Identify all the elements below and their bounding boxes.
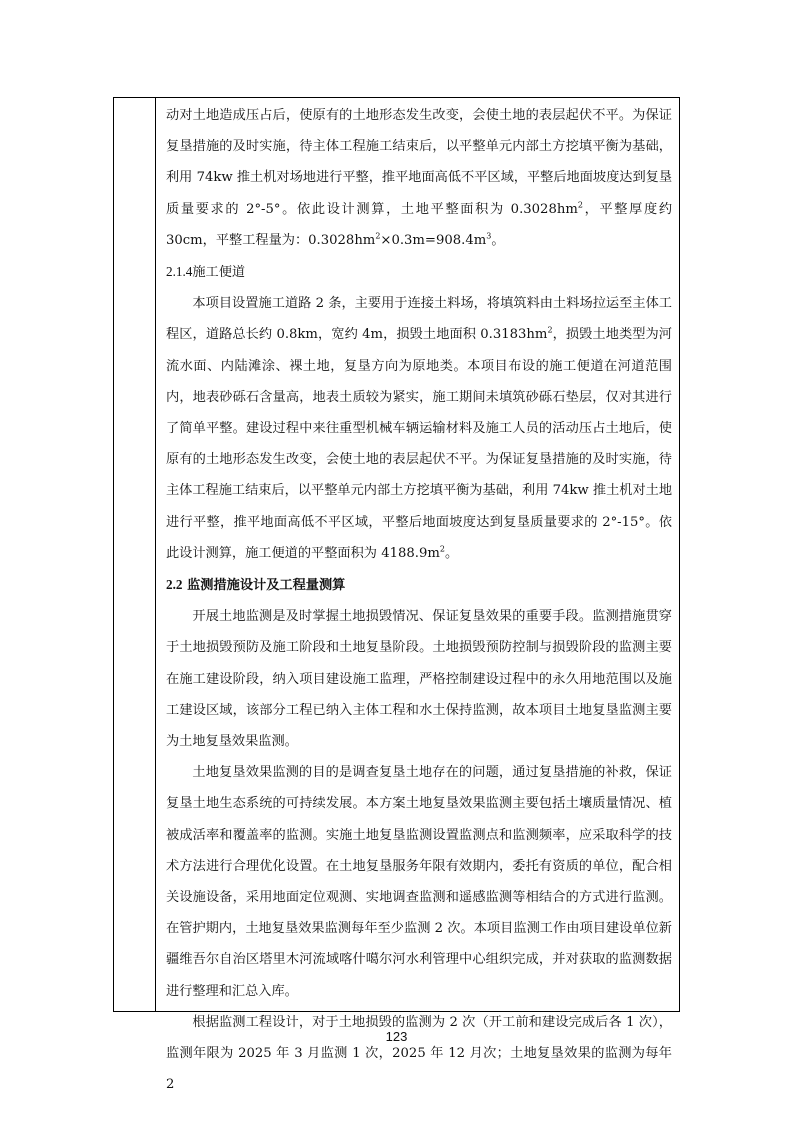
page-number: 123: [385, 1029, 408, 1044]
section-heading-2-2: 2.2 监测措施设计及工程量测算: [166, 577, 346, 594]
paragraph: 根据监测工程设计，对于土地损毁的监测为 2 次（开工前和建设完成后各 1 次），监测年限为 2025 年 3 月监测 1 次，2025 年 12 月次；土地复垦效果的监测为每年 2: [166, 1014, 672, 1093]
paragraph: 动对土地造成压占后，使原有的土地形态发生改变，会使土地的表层起伏不平。为保证复垦措施的及时实施，待主体工程施工结束后，以平整单元内部土方挖填平衡为基础，利用 74kw 推土机对场地进行平整，推平地面高低不平区域，平整后地面坡度达到复垦质量要求的 2°-5°。依此设计测算，土地平整面积为 $0.3028hm^2$，平整厚度约 30cm，平整工程量为：$0.3028hm^2\times 0.3m=908.4m^3$。: [166, 108, 673, 248]
paragraph: 开展土地监测是及时掌握土地损毁情况、保证复垦效果的重要手段。监测措施贯穿于土地损毁预防及施工阶段和土地复垦阶段。土地损毁预防控制与损毁阶段的监测主要在施工建设阶段，纳入项目建设施工监理，严格控制建设过程中的永久用地范围以及施工建设区域，该部分工程已纳入主体工程和水土保持监测，故本项目土地复垦监测主要为土地复垦效果监测。: [166, 609, 672, 750]
table-column-divider: [155, 97, 156, 1012]
section-heading-2-1-4: 2.1.4施工便道: [166, 264, 246, 281]
paragraph: 本项目设置施工道路 2 条，主要用于连接土料场，将填筑料由土料场拉运至主体工程区，道路总长约 0.8km，宽约 4m，损毁土地面积 $0.3183hm^2$，损毁土地类型为河流水面、内陆滩涂、裸土地，复垦方向为原地类。本项目布设的施工便道在河道范围内，地表砂砾石含量高，地表土质较为紧实，施工期间未填筑砂砾石垫层，仅对其进行了简单平整。建设过程中来往重型机械车辆运输材料及施工人员的活动压占土地后，使原有的土地形态发生改变，会使土地的表层起伏不平。为保证复垦措施的及时实施，待主体工程施工结束后，以平整单元内部土方挖填平衡为基础，利用 74kw 推土机对土地进行平整，推平地面高低不平区域，平整后地面坡度达到复垦质量要求的 2°-15°。依此设计测算，施工便道的平整面积为 $4188.9m^2$。: [166, 296, 673, 561]
document-body: [166, 100, 672, 1101]
paragraph: 土地复垦效果监测的目的是调查复垦土地存在的问题，通过复垦措施的补救，保证复垦土地生态系统的可持续发展。本方案土地复垦效果监测主要包括土壤质量情况、植被成活率和覆盖率的监测。实施土地复垦监测设置监测点和监测频率，应采取科学的技术方法进行合理优化设置。在土地复垦服务年限有效期内，委托有资质的单位，配合相关设施设备，采用地面定位观测、实地调查监测和遥感监测等相结合的方式进行监测。在管护期内，土地复垦效果监测每年至少监测 2 次。本项目监测工作由项目建设单位新疆维吾尔自治区塔里木河流域喀什噶尔河水利管理中心组织完成，并对获取的监测数据进行整理和汇总入库。: [166, 765, 672, 999]
